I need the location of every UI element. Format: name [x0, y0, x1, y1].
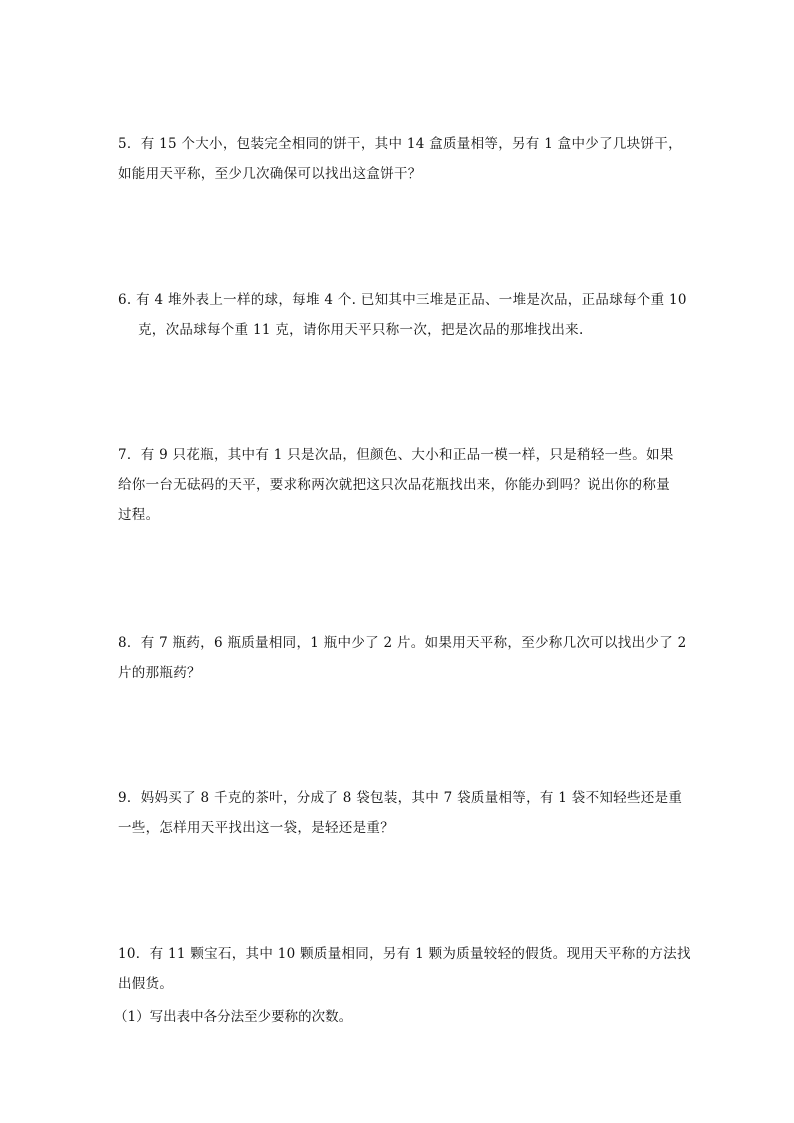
problem-8-line-1: 8．有 7 瓶药，6 瓶质量相同，1 瓶中少了 2 片。如果用天平称，至少称几次可以找出少了 2	[118, 635, 687, 651]
problem-7-line-2: 给你一台无砝码的天平，要求称两次就把这只次品花瓶找出来，你能办到吗？说出你的称量	[118, 477, 670, 493]
problem-6-line-1: 6. 有 4 堆外表上一样的球，每堆 4 个. 已知其中三堆是正品、一堆是次品，正品球每个重 10	[118, 292, 687, 308]
problem-8	[118, 628, 687, 688]
problem-8-line-2: 片的那瓶药？	[118, 665, 201, 681]
problem-7-line-3: 过程。	[118, 507, 160, 523]
problem-5-line-1: 5．有 15 个大小，包装完全相同的饼干，其中 14 盒质量相等，另有 1 盒中少了几块饼干，	[118, 136, 682, 152]
problem-7-line-1: 7．有 9 只花瓶，其中有 1 只是次品，但颜色、大小和正品一模一样，只是稍轻一些。如果	[118, 447, 674, 463]
problem-10	[118, 939, 691, 999]
problem-5	[118, 129, 684, 189]
problem-9-line-1: 9．妈妈买了 8 千克的茶叶，分成了 8 袋包装，其中 7 袋质量相等，有 1 袋不知轻些还是重	[118, 790, 683, 806]
problem-5-line-2: 如能用天平称，至少几次确保可以找出这盒饼干？	[118, 166, 422, 182]
problem-7	[118, 440, 684, 530]
problem-6	[118, 285, 687, 345]
problem-10-line-1: 10．有 11 颗宝石，其中 10 颗质量相同，另有 1 颗为质量较轻的假货。现用天平称的方法找	[118, 946, 691, 962]
problem-10-subquestion-1: （1）写出表中各分法至少要称的次数。	[114, 1009, 353, 1025]
problem-10-line-2: 出假货。	[118, 976, 174, 992]
problem-6-line-2: 克，次品球每个重 11 克，请你用天平只称一次，把是次品的那堆找出来.	[138, 322, 584, 338]
problem-9-line-2: 一些，怎样用天平找出这一袋，是轻还是重？	[118, 820, 394, 836]
problem-9	[118, 783, 684, 843]
